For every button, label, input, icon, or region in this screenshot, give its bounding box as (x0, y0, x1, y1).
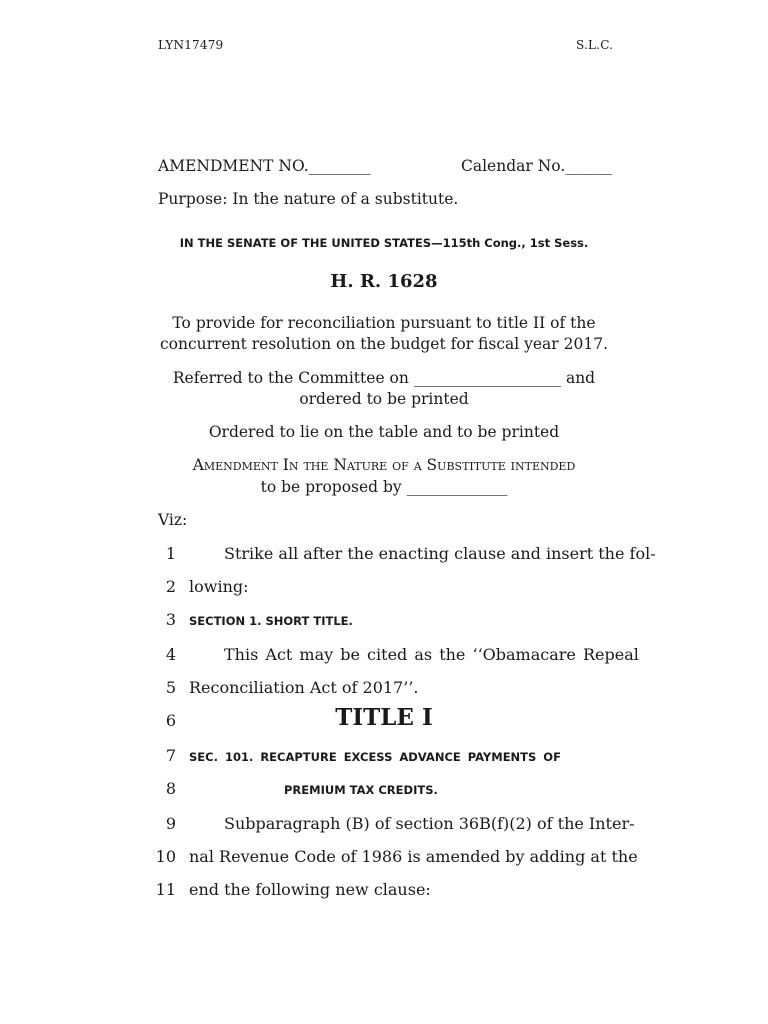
bill-number: H. R. 1628 (330, 271, 438, 292)
referred-line-2: ordered to be printed (299, 390, 469, 408)
line-number: 8 (165, 779, 176, 798)
line-text: Subparagraph (B) of section 36B(f)(2) of the Inter- (224, 814, 635, 833)
substitute-line-2: to be proposed by _____________ (260, 478, 508, 496)
line-number: 3 (165, 610, 176, 629)
line-number: 6 (165, 711, 176, 730)
section-heading-continued: PREMIUM TAX CREDITS. (284, 783, 438, 797)
line-number: 7 (165, 746, 176, 765)
amendment-number: AMENDMENT NO.________ (158, 157, 371, 175)
section-heading: SECTION 1. SHORT TITLE. (189, 614, 353, 628)
substitute-line-1: Amendment In the Nature of a Substitute intended (192, 456, 576, 474)
line-text: end the following new clause: (189, 880, 431, 899)
line-number: 2 (165, 577, 176, 596)
slc-label: S.L.C. (576, 38, 614, 52)
line-text: nal Revenue Code of 1986 is amended by adding at the (189, 847, 638, 866)
purpose-line: Purpose: In the nature of a substitute. (158, 190, 459, 208)
senate-line: IN THE SENATE OF THE UNITED STATES—115th Cong., 1st Sess. (179, 236, 589, 250)
line-number: 10 (155, 847, 176, 866)
description-line-2: concurrent resolution on the budget for fiscal year 2017. (159, 335, 609, 353)
title-heading: TITLE I (335, 704, 433, 731)
line-number: 9 (165, 814, 176, 833)
line-number: 1 (165, 544, 176, 563)
line-text: lowing: (189, 577, 249, 596)
line-number: 5 (165, 678, 176, 697)
line-number: 4 (165, 645, 176, 664)
document-id: LYN17479 (158, 38, 224, 52)
calendar-number: Calendar No.______ (461, 157, 612, 175)
viz-label: Viz: (158, 511, 188, 529)
line-number: 11 (155, 880, 176, 899)
line-text: This Act may be cited as the ‘‘Obamacare Repeal (224, 645, 639, 664)
referred-line-1: Referred to the Committee on ___________________ and (172, 369, 596, 387)
section-heading: SEC. 101. RECAPTURE EXCESS ADVANCE PAYMENTS OF (189, 750, 561, 764)
description-line-1: To provide for reconciliation pursuant to title II of the (172, 314, 596, 332)
line-text: Strike all after the enacting clause and insert the fol- (224, 544, 656, 563)
ordered-line: Ordered to lie on the table and to be printed (208, 423, 560, 441)
line-text: Reconciliation Act of 2017’’. (189, 678, 419, 697)
